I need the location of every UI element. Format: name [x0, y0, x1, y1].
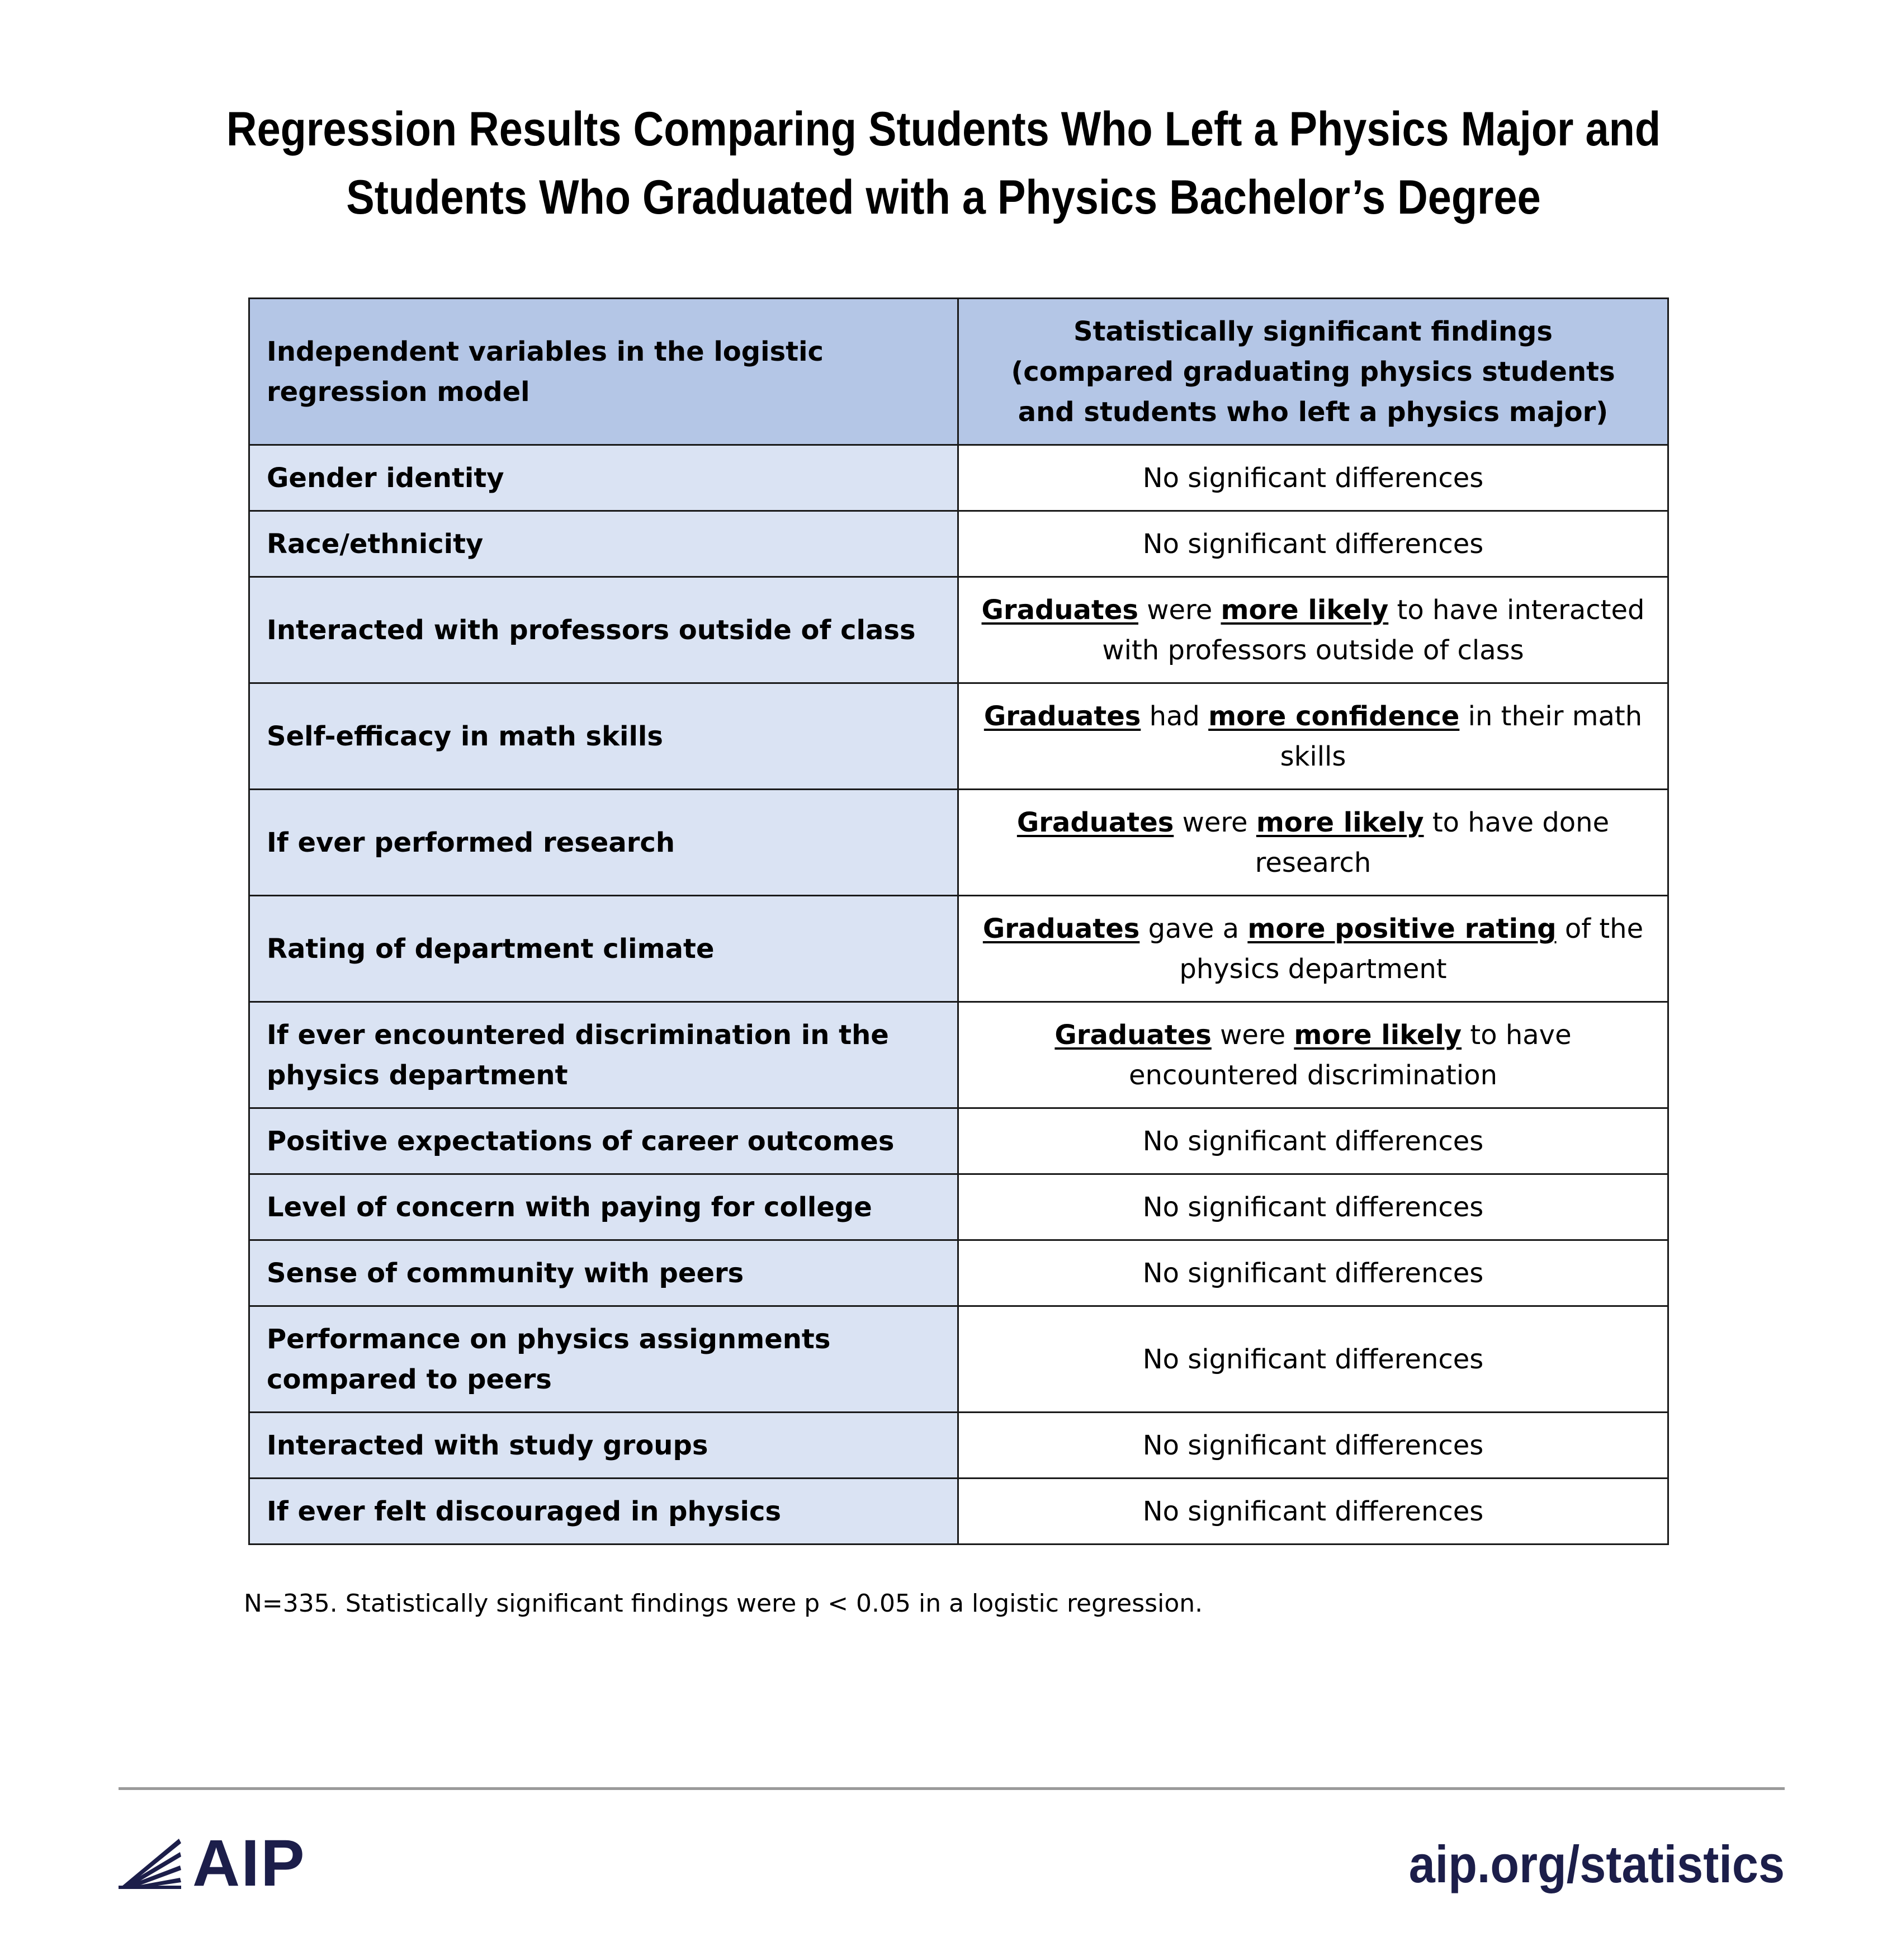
variable-cell: Race/ethnicity — [249, 511, 958, 577]
table-row — [249, 790, 1668, 896]
table-row — [249, 511, 1668, 577]
variable-cell: Self-efficacy in math skills — [249, 683, 958, 790]
table-row — [249, 1306, 1668, 1413]
finding-cell — [958, 577, 1668, 683]
finding-cell — [958, 445, 1668, 511]
finding-cell — [958, 1108, 1668, 1174]
finding-text: No significant differences — [1142, 1191, 1484, 1223]
table-row — [249, 1240, 1668, 1306]
table-header-row — [249, 299, 1668, 445]
title-line-1: Regression Results Comparing Students Who Left a Physics Major and — [226, 102, 1661, 156]
finding-cell — [958, 511, 1668, 577]
finding-emphasis: more positive rating — [1247, 913, 1557, 944]
finding-text: No significant differences — [1142, 1125, 1484, 1157]
finding-cell — [958, 1240, 1668, 1306]
finding-text: were — [1138, 594, 1221, 626]
variable-cell: If ever encountered discrimination in the physics department — [249, 1002, 958, 1108]
finding-emphasis: more likely — [1256, 806, 1424, 838]
finding-emphasis: Graduates — [1016, 806, 1174, 838]
variable-cell: Positive expectations of career outcomes — [249, 1108, 958, 1174]
table-row — [249, 896, 1668, 1002]
finding-text: to have encountered discrimination — [1129, 1019, 1572, 1091]
table-row — [249, 1413, 1668, 1479]
finding-cell — [958, 1413, 1668, 1479]
finding-emphasis: Graduates — [981, 594, 1138, 626]
finding-text: to have interacted with professors outside of class — [1102, 594, 1645, 666]
table-row — [249, 577, 1668, 683]
finding-emphasis: Graduates — [983, 700, 1141, 732]
table-row — [249, 1108, 1668, 1174]
header-findings-title: Statistically significant findings — [1073, 315, 1553, 347]
table-body — [249, 445, 1668, 1545]
variable-cell: Sense of community with peers — [249, 1240, 958, 1306]
page-title — [113, 95, 1774, 232]
variable-cell: If ever performed research — [249, 790, 958, 896]
finding-text: were — [1174, 806, 1256, 838]
variable-cell: Interacted with professors outside of class — [249, 577, 958, 683]
table-row — [249, 1174, 1668, 1240]
header-findings-subtitle: (compared graduating physics students and students who left a physics major) — [1011, 356, 1615, 428]
finding-emphasis: more likely — [1221, 594, 1389, 626]
finding-cell — [958, 1306, 1668, 1413]
finding-text: No significant differences — [1142, 1257, 1484, 1289]
table-row — [249, 1002, 1668, 1108]
finding-text: gave a — [1139, 913, 1248, 944]
finding-emphasis: more confidence — [1208, 700, 1460, 732]
variable-cell: Level of concern with paying for college — [249, 1174, 958, 1240]
table-row — [249, 1479, 1668, 1545]
finding-text: to have done research — [1255, 806, 1610, 879]
finding-cell — [958, 896, 1668, 1002]
finding-cell — [958, 683, 1668, 790]
finding-emphasis: Graduates — [1054, 1019, 1212, 1051]
website-url: aip.org/statistics — [1408, 1835, 1785, 1893]
finding-cell — [958, 1174, 1668, 1240]
finding-text: No significant differences — [1142, 462, 1484, 494]
footer-divider — [119, 1787, 1785, 1790]
finding-cell — [958, 1002, 1668, 1108]
header-independent-variables: Independent variables in the logistic regression model — [249, 299, 958, 445]
finding-text: No significant differences — [1142, 528, 1484, 560]
finding-text: of the physics department — [1179, 913, 1644, 985]
finding-emphasis: more likely — [1294, 1019, 1462, 1051]
title-line-2: Students Who Graduated with a Physics Bachelor’s Degree — [346, 171, 1541, 224]
regression-results-table — [248, 297, 1669, 1545]
finding-cell — [958, 790, 1668, 896]
finding-text: No significant differences — [1142, 1495, 1484, 1527]
footnote: N=335. Statistically significant findings were p < 0.05 in a logistic regression. — [244, 1589, 1203, 1618]
variable-cell: Interacted with study groups — [249, 1413, 958, 1479]
finding-text: were — [1211, 1019, 1294, 1051]
variable-cell: Gender identity — [249, 445, 958, 511]
variable-cell: If ever felt discouraged in physics — [249, 1479, 958, 1545]
finding-text: No significant differences — [1142, 1429, 1484, 1461]
table-row — [249, 445, 1668, 511]
finding-text: No significant differences — [1142, 1343, 1484, 1375]
table-row — [249, 683, 1668, 790]
finding-cell — [958, 1479, 1668, 1545]
variable-cell: Performance on physics assignments compared to peers — [249, 1306, 958, 1413]
variable-cell: Rating of department climate — [249, 896, 958, 1002]
finding-text: in their math skills — [1280, 700, 1643, 772]
aip-rays-icon — [119, 1838, 181, 1889]
aip-logo-text: AIP — [192, 1826, 306, 1900]
finding-emphasis: Graduates — [982, 913, 1140, 944]
header-significant-findings — [958, 299, 1668, 445]
finding-text: had — [1141, 700, 1209, 732]
